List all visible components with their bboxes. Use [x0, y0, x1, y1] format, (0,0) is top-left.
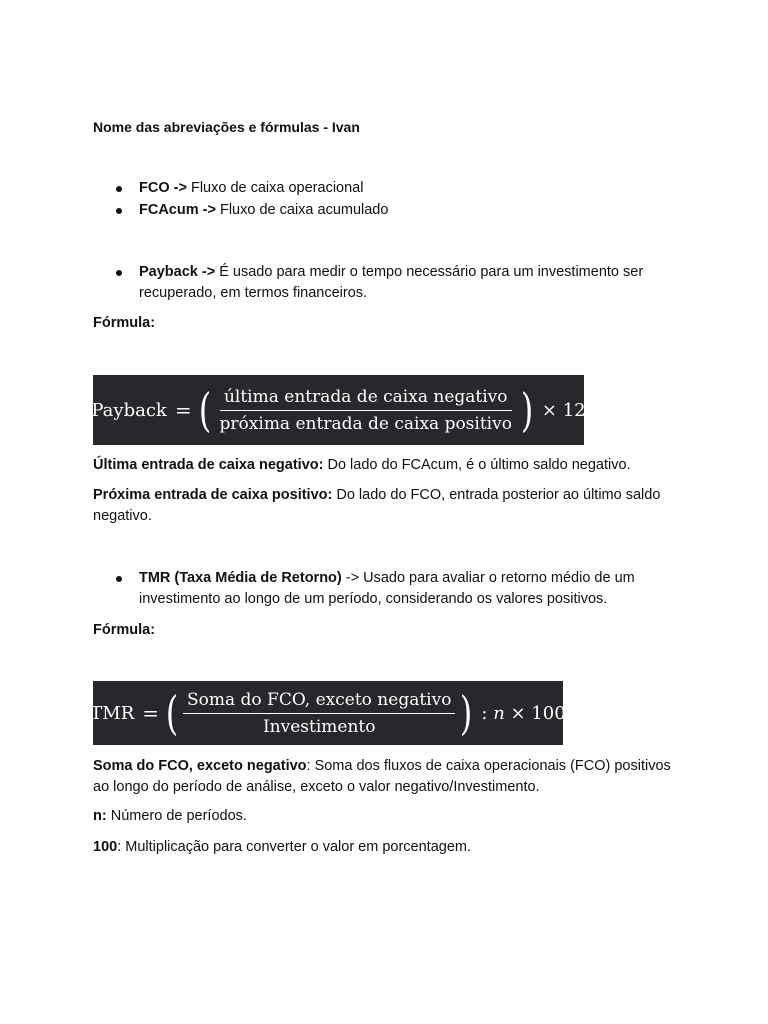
left-paren: ( [165, 686, 179, 740]
abbr-text: Fluxo de caixa operacional [186, 180, 364, 196]
formula-denominator: Investimento [262, 716, 376, 737]
abbr-term: FCAcum -> [139, 202, 216, 218]
formula-multiplier: × 12 [541, 399, 586, 421]
formula-colon: : [481, 702, 488, 724]
tmr-formula-image [90, 681, 566, 745]
bullet-icon [116, 576, 122, 582]
tmr-text: Usado para avaliar o retorno médio de um investimento ao longo de um período, considerando os valores positivos. [139, 570, 635, 607]
definition-text: : Multiplicação para converter o valor em porcentagem. [117, 839, 472, 855]
list-item [93, 200, 693, 221]
list-item [93, 178, 693, 199]
payback-formula-image [93, 375, 584, 445]
formula-equals: = [142, 701, 160, 725]
payback-definition-1 [93, 455, 683, 476]
tmr-list [93, 568, 693, 610]
left-paren: ( [198, 383, 211, 437]
bullet-icon [116, 186, 122, 192]
abbreviation-list [93, 178, 693, 221]
formula-label: Fórmula: [93, 315, 156, 331]
list-item [93, 262, 693, 304]
tmr-definition-1 [93, 756, 683, 798]
formula-label: Fórmula: [93, 622, 156, 638]
formula-numerator: Soma do FCO, exceto negativo [183, 690, 455, 714]
payback-formula-label [93, 313, 683, 334]
tmr-term: TMR (Taxa Média de Retorno) [139, 570, 342, 586]
definition-term: Próxima entrada de caixa positivo: [93, 487, 333, 503]
definition-term: n: [93, 808, 107, 824]
tmr-arrow: -> [341, 570, 360, 586]
definition-text: : Soma dos fluxos de caixa operacionais (FCO) positivos ao longo do período de análise, exceto o valor negativo/Investimento. [93, 758, 671, 795]
payback-term: Payback -> [139, 264, 216, 280]
definition-term: Soma do FCO, exceto negativo [93, 758, 307, 774]
payback-definition-2 [93, 485, 683, 527]
abbr-term: FCO -> [139, 180, 187, 196]
tmr-definition-3 [93, 837, 683, 858]
list-item [93, 568, 693, 610]
bullet-icon [116, 270, 122, 276]
formula-tail [481, 703, 565, 724]
formula-numerator: última entrada de caixa negativo [220, 387, 512, 411]
definition-term: 100 [93, 839, 118, 855]
page-title: Nome das abreviações e fórmulas - Ivan [93, 119, 360, 135]
abbr-text: Fluxo de caixa acumulado [215, 202, 389, 218]
definition-term: Última entrada de caixa negativo: [93, 457, 324, 473]
formula-lhs: Payback [91, 399, 167, 421]
definition-text: Do lado do FCO, entrada posterior ao último saldo negativo. [93, 487, 661, 524]
right-paren: ) [520, 383, 534, 437]
formula-multiplier: × 100 [510, 702, 566, 724]
formula-n: n [493, 702, 505, 724]
tmr-definition-2 [93, 806, 683, 827]
formula-fraction [183, 690, 455, 737]
tmr-formula-label [93, 620, 683, 641]
payback-text: É usado para medir o tempo necessário para um investimento ser recuperado, em termos financeiros. [139, 264, 644, 301]
bullet-icon [116, 208, 122, 214]
formula-denominator: próxima entrada de caixa positivo [219, 413, 512, 434]
definition-text: Número de períodos. [106, 808, 247, 824]
payback-list [93, 262, 693, 304]
formula-lhs: TMR [90, 702, 135, 724]
formula-equals: = [174, 398, 192, 422]
formula-fraction [216, 387, 516, 434]
right-paren: ) [460, 686, 473, 740]
definition-text: Do lado do FCAcum, é o último saldo negativo. [323, 457, 631, 473]
